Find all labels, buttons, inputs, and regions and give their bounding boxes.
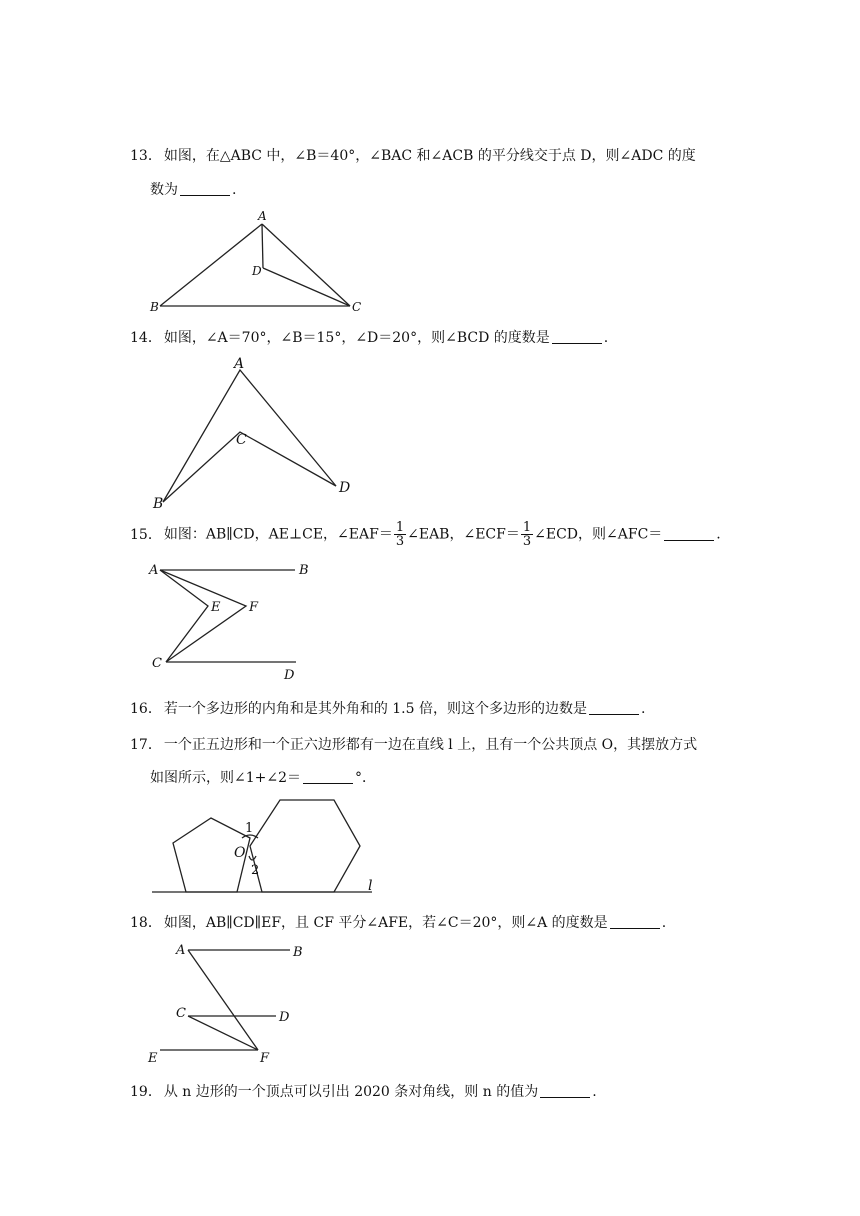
question-text: 如图，在△ABC 中，∠B＝40°，∠BAC 和∠ACB 的平分线交于点 D，则∠ADC 的度 <box>163 148 696 164</box>
question-number: 16． <box>130 701 162 717</box>
label-d: D <box>252 264 262 278</box>
question-end: . <box>716 526 721 543</box>
label-a: A <box>176 943 186 958</box>
fraction-denominator: 3 <box>522 534 532 549</box>
label-a: A <box>258 209 267 223</box>
segment-cf <box>188 1016 258 1050</box>
label-b: B <box>293 945 303 960</box>
question-end: . <box>232 182 237 198</box>
label-c: C <box>152 656 162 671</box>
question-text: 一个正五边形和一个正六边形都有一边在直线 l 上，且有一个公共顶点 O，其摆放方式 <box>163 737 698 753</box>
question-end: . <box>592 1084 597 1100</box>
label-e: E <box>148 1051 158 1066</box>
question-end: . <box>641 701 646 717</box>
label-angle-1: 1 <box>245 821 254 836</box>
question-number: 15． <box>130 526 162 543</box>
question-19 <box>130 1082 597 1102</box>
label-d: D <box>284 668 295 683</box>
label-c: C <box>352 300 362 314</box>
question-text: ∠EAB，∠ECF＝ <box>407 526 520 543</box>
fraction-numerator: 1 <box>522 520 532 535</box>
segment-af <box>188 950 258 1050</box>
label-o: O <box>234 845 246 861</box>
label-l: l <box>368 878 373 894</box>
label-f: F <box>249 600 259 615</box>
label-f: F <box>260 1051 270 1066</box>
label-c: C <box>236 432 247 448</box>
question-number: 14． <box>130 330 162 346</box>
label-angle-2: 2 <box>251 863 260 878</box>
question-text: 如图所示，则∠1+∠2＝ <box>150 770 302 786</box>
question-text: 若一个多边形的内角和是其外角和的 1.5 倍，则这个多边形的边数是 <box>163 701 587 717</box>
question-end: . <box>603 330 609 346</box>
label-e: E <box>211 600 221 615</box>
question-number: 19． <box>130 1084 162 1100</box>
question-text: 如图：AB∥CD，AE⊥CE，∠EAF＝ <box>163 526 393 543</box>
question-end: °． <box>355 770 377 786</box>
fraction-numerator: 1 <box>395 520 405 535</box>
question-text: 从 n 边形的一个顶点可以引出 2020 条对角线，则 n 的值为 <box>163 1084 539 1100</box>
label-b: B <box>299 563 309 578</box>
question-number: 13． <box>130 148 162 164</box>
label-a: A <box>149 563 159 578</box>
question-end: . <box>661 915 667 931</box>
question-text: 数为 <box>150 182 178 198</box>
question-text: ∠ECD，则∠AFC＝ <box>534 526 663 543</box>
answer-blank[interactable] <box>540 1083 590 1098</box>
label-d: D <box>339 480 351 496</box>
question-number: 17． <box>130 737 162 753</box>
label-d: D <box>279 1010 290 1025</box>
fraction-denominator: 3 <box>395 534 405 549</box>
question-text: 如图，AB∥CD∥EF，且 CF 平分∠AFE，若∠C＝20°，则∠A 的度数是 <box>163 915 608 931</box>
question-text: 如图，∠A＝70°，∠B＝15°，∠D＝20°，则∠BCD 的度数是 <box>163 330 550 346</box>
question-number: 18． <box>130 915 162 931</box>
label-a: A <box>234 356 245 372</box>
label-b: B <box>153 496 164 512</box>
label-c: C <box>176 1006 186 1021</box>
label-b: B <box>150 300 159 314</box>
